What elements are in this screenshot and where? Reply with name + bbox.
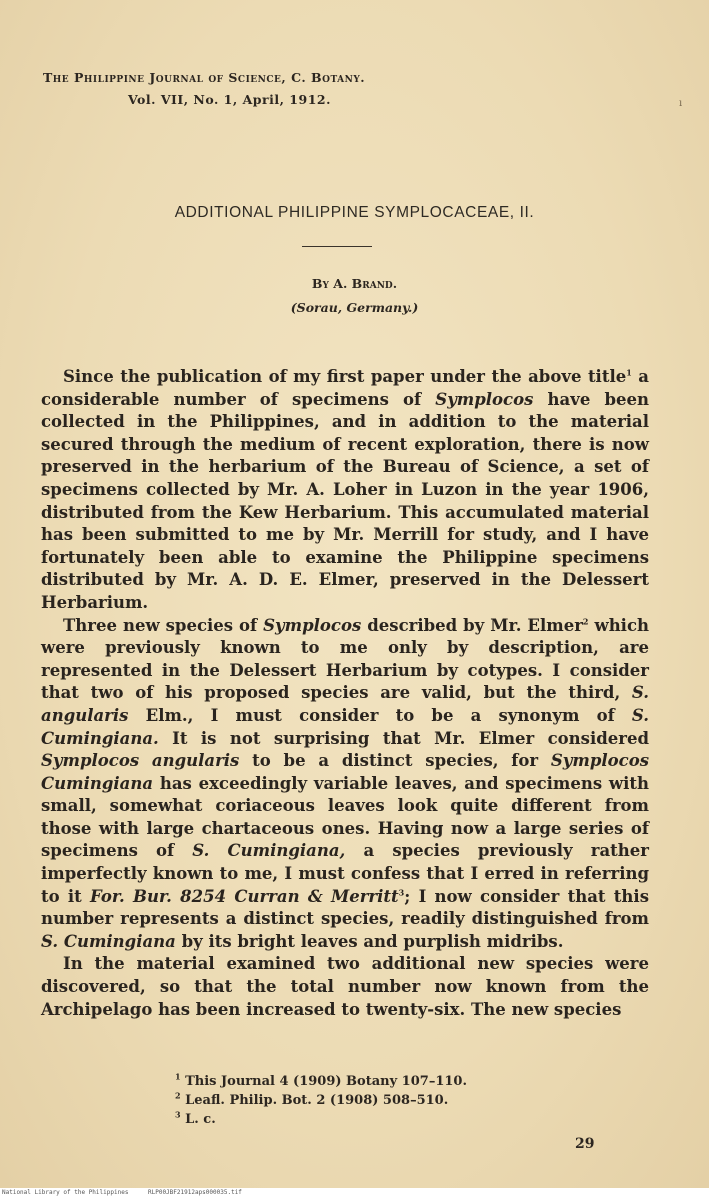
paragraph-2: Three new species of Symplocos described by Mr. Elmer$^2$ which were previously known to me only by description, are represented in the Delessert Herbarium by cotypes. I consider that two of his proposed species are valid, but the third, S. angularis Elm., I must consider to be a synonym of S. Cumingiana. It is not surprising that Mr. Elmer considered Symplocos angularis to be a distinct species, for Symplocos Cumingiana has exceedingly variable leaves, and specimens with small, somewhat coriaceous leaves look quite different from those with large chartaceous ones. Having now a large series of specimens of S. Cumingiana, a species previously rather imperfectly known to me, I must confess that I erred in referring to it For. Bur. 8254 Curran & Merritt$^3$; I now consider that this number represents a distinct species, readily distinguished from S. Cumingiana by its bright leaves and purplish midribs. (41, 615, 649, 951)
issue-header: Vol. VII, No. 1, April, 1912. (128, 92, 331, 107)
scan-library-label: National Library of the Philippines (2, 1189, 129, 1196)
footnote-2: $^2$ Leafl. Philip. Bot. 2 (1908) 508–510. (175, 1090, 449, 1108)
footnote-3: $^3$ L. c. (175, 1109, 216, 1127)
scan-footer (0, 1188, 709, 1200)
article-body (41, 366, 649, 1021)
author-affiliation: (Sorau, Germany.) (290, 300, 419, 315)
footnote-1: $^1$ This Journal 4 (1909) Botany 107–110. (175, 1071, 467, 1089)
journal-header: The Philippine Journal of Science, C. Botany. (43, 70, 366, 85)
page-number: 29 (575, 1136, 595, 1152)
footnotes (175, 1072, 467, 1129)
title-divider (302, 246, 372, 247)
footnote-ref-3: 3 (398, 887, 405, 898)
author-byline: By A. Brand. (311, 276, 398, 291)
paragraph-3: In the material examined two additional new species were discovered, so that the total number now known from the Archipelago has been increased to twenty-six. The new species (41, 954, 649, 1019)
footnote-ref-2: 2 (582, 616, 589, 627)
scan-file-label: RLP00JBF21912aps000035.tif (148, 1189, 242, 1196)
scan-speck-mark: ı (679, 98, 683, 109)
footnote-ref-1: 1 (626, 367, 632, 378)
paragraph-1: Since the publication of my first paper under the above title$^1$ a considerable number of specimens of Symplocos have been collected in the Philippines, and in addition to the material secured through the medium of recent exploration, there is now preserved in the herbarium of the Bureau of Science, a set of specimens collected by Mr. A. Loher in Luzon in the year 1906, distributed from the Kew Herbarium. This accumulated material has been submitted to me by Mr. Merrill for study, and I have fortunately been able to examine the Philippine specimens distributed by Mr. A. D. E. Elmer, preserved in the Delessert Herbarium. (41, 367, 649, 612)
article-title: ADDITIONAL PHILIPPINE SYMPLOCACEAE, II. (174, 204, 535, 221)
